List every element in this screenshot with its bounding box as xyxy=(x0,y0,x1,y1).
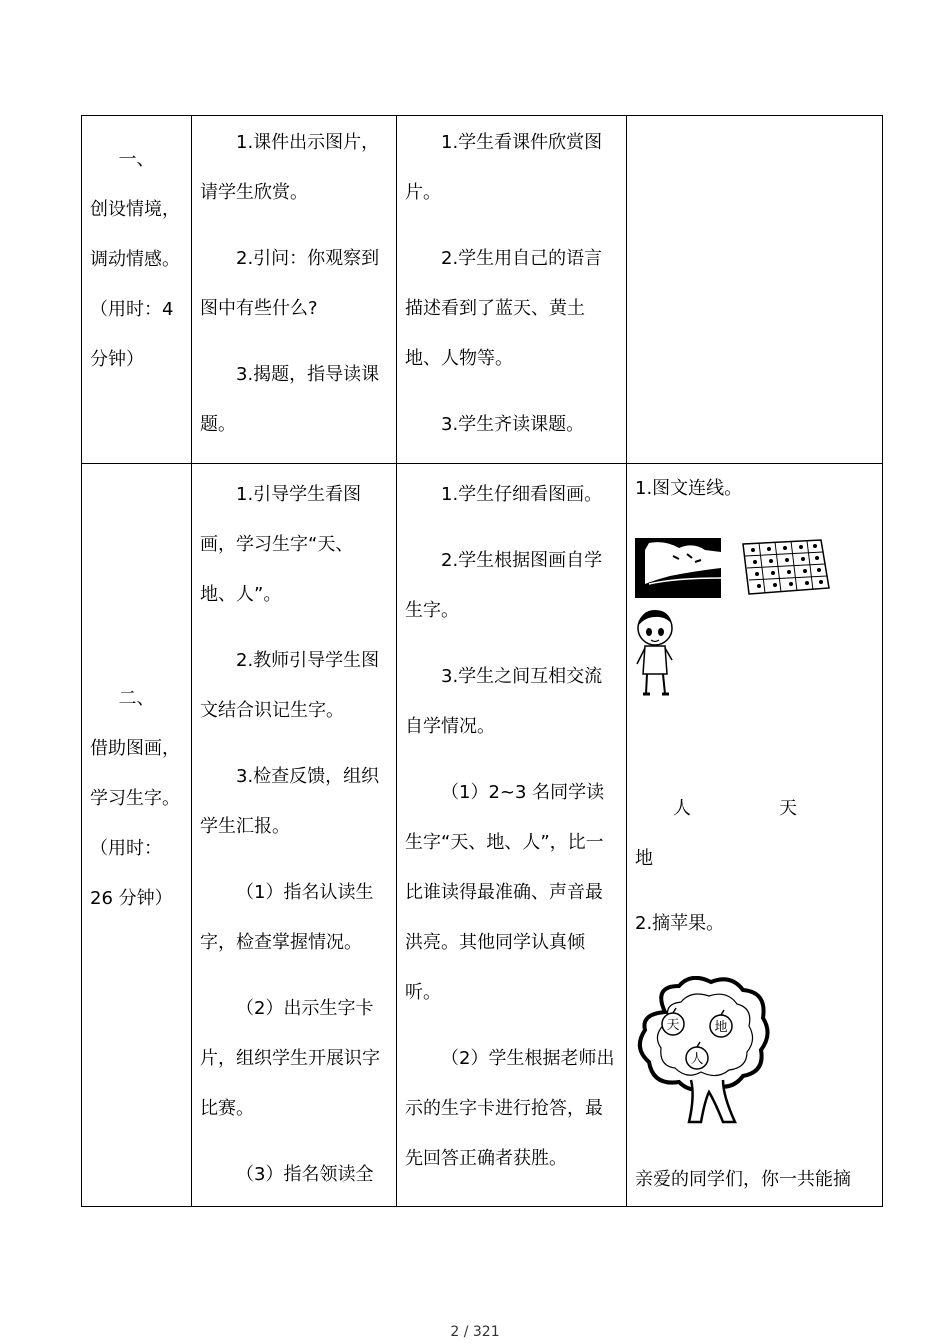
exercise-cell xyxy=(627,116,883,464)
match-word-di: 地 xyxy=(635,848,653,869)
teacher-substep: （2）出示生字卡片，组织学生开展识字比赛。 xyxy=(200,998,380,1119)
exercise-task-apple: 2.摘苹果。 xyxy=(635,913,725,934)
apple-char-tian: 天 xyxy=(666,1018,680,1033)
student-step: 3.学生之间互相交流自学情况。 xyxy=(405,666,603,737)
lesson-plan-table xyxy=(81,115,883,1207)
student-activity-cell xyxy=(397,116,627,464)
student-step: 1.学生仔细看图画。 xyxy=(441,484,603,505)
stage-description: 创设情境，调动情感。（用时：4 分钟） xyxy=(90,199,180,370)
sky-picture xyxy=(635,538,721,598)
exercise-task-match: 1.图文连线。 xyxy=(635,478,743,499)
teacher-step: 1.引导学生看图画，学习生字“天、地、人”。 xyxy=(200,484,362,605)
student-substep: （2）学生根据老师出示的生字卡进行抢答，最先回答正确者获胜。 xyxy=(405,1048,615,1169)
stage-description: 借助图画，学习生字。（用时：26 分钟） xyxy=(90,738,180,909)
student-activity-cell xyxy=(397,464,627,1207)
student-step: 2.学生根据图画自学生字。 xyxy=(405,550,603,621)
table-row xyxy=(82,464,883,1207)
boy-picture xyxy=(635,608,675,700)
teacher-step: 2.教师引导学生图文结合识记生字。 xyxy=(200,650,380,721)
teacher-step: 2.引问：你观察到图中有些什么? xyxy=(200,248,380,319)
table-row xyxy=(82,116,883,464)
student-step: 3.学生齐读课题。 xyxy=(441,414,585,435)
teacher-step: 1.课件出示图片，请学生欣赏。 xyxy=(200,132,380,203)
teacher-substep: （1）指名认读生字，检查掌握情况。 xyxy=(200,882,374,953)
student-substep: （1）2~3 名同学读生字“天、地、人”，比一比谁读得最准确、声音最洪亮。其他同学认真倾听。 xyxy=(405,782,605,1003)
stage-cell xyxy=(82,464,192,1207)
exercise-closing-text: 亲爱的同学们，你一共能摘 xyxy=(635,1169,851,1190)
match-word-ren: 人 xyxy=(673,798,691,819)
student-step: 1.学生看课件欣赏图片。 xyxy=(405,132,603,203)
teacher-step: 3.揭题，指导读课题。 xyxy=(200,364,380,435)
apple-char-ren: 人 xyxy=(690,1052,704,1067)
exercise-cell xyxy=(627,464,883,1207)
field-picture xyxy=(739,538,831,596)
teacher-substep: （3）指名领读全 xyxy=(236,1164,374,1185)
page-number: 2 / 321 xyxy=(450,1324,500,1340)
teacher-step: 3.检查反馈，组织学生汇报。 xyxy=(200,766,380,837)
student-step: 2.学生用自己的语言描述看到了蓝天、黄土地、人物等。 xyxy=(405,248,603,369)
teacher-activity-cell xyxy=(192,464,397,1207)
stage-number: 二、 xyxy=(118,688,155,709)
teacher-activity-cell xyxy=(192,116,397,464)
apple-tree-picture xyxy=(635,976,771,1126)
stage-cell xyxy=(82,116,192,464)
match-word-tian: 天 xyxy=(779,798,797,819)
apple-char-di: 地 xyxy=(714,1020,728,1035)
stage-number: 一、 xyxy=(118,149,155,170)
